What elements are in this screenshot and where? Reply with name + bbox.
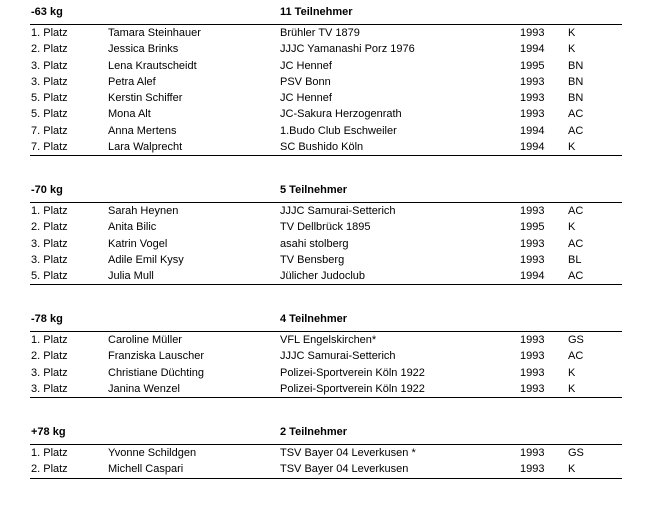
club: JJJC Samurai-Setterich: [280, 350, 396, 363]
weight-class-label: +78 kg: [31, 426, 66, 438]
club: JC Hennef: [280, 59, 332, 72]
section-header: [30, 422, 622, 445]
athlete-name: Julia Mull: [108, 270, 154, 283]
birth-year: 1993: [520, 205, 545, 217]
weight-class-label: -63 kg: [31, 6, 63, 18]
participant-count: 11 Teilnehmer: [280, 6, 353, 18]
result-row: [30, 90, 622, 106]
athlete-name: Christiane Düchting: [108, 366, 204, 379]
club: TV Bensberg: [280, 253, 345, 266]
birth-year: 1994: [520, 124, 545, 137]
birth-year: 1995: [520, 221, 545, 234]
results-list: [30, 25, 622, 156]
region: AC: [568, 270, 584, 283]
birth-year: 1993: [520, 350, 545, 363]
place: 2. Platz: [31, 221, 68, 234]
place: 5. Platz: [31, 270, 68, 283]
participant-count: 5 Teilnehmer: [280, 184, 348, 196]
result-row: [30, 381, 622, 397]
club: TSV Bayer 04 Leverkusen *: [280, 447, 416, 459]
result-row: [30, 219, 622, 235]
weight-class-section: [30, 309, 622, 398]
athlete-name: Lara Walprecht: [108, 141, 183, 154]
region: BN: [568, 75, 584, 88]
result-row: [30, 332, 622, 348]
club: JC Hennef: [280, 92, 332, 105]
birth-year: 1993: [520, 75, 545, 88]
place: 7. Platz: [31, 141, 68, 154]
region: K: [568, 141, 576, 154]
place: 3. Platz: [31, 253, 68, 266]
birth-year: 1993: [520, 463, 545, 476]
athlete-name: Yvonne Schildgen: [108, 447, 197, 459]
participant-count: 2 Teilnehmer: [280, 426, 348, 438]
region: AC: [568, 205, 584, 217]
birth-year: 1993: [520, 237, 545, 250]
region: AC: [568, 108, 584, 121]
birth-year: 1994: [520, 270, 545, 283]
region: K: [568, 463, 576, 476]
athlete-name: Lena Krautscheidt: [108, 59, 197, 72]
participant-count: 4 Teilnehmer: [280, 313, 348, 325]
region: K: [568, 221, 576, 234]
place: 5. Platz: [31, 92, 68, 105]
birth-year: 1994: [520, 43, 545, 56]
club: JJJC Yamanashi Porz 1976: [280, 43, 415, 56]
club: TSV Bayer 04 Leverkusen: [280, 463, 409, 476]
athlete-name: Anna Mertens: [108, 124, 177, 137]
place: 1. Platz: [31, 205, 68, 217]
results-list: [30, 445, 622, 479]
result-row: [30, 236, 622, 252]
region: AC: [568, 124, 584, 137]
weight-class-label: -78 kg: [31, 313, 63, 325]
result-row: [30, 139, 622, 155]
club: Brühler TV 1879: [280, 27, 360, 39]
birth-year: 1995: [520, 59, 545, 72]
athlete-name: Tamara Steinhauer: [108, 27, 201, 39]
athlete-name: Sarah Heynen: [108, 205, 179, 217]
result-row: [30, 58, 622, 74]
place: 3. Platz: [31, 237, 68, 250]
region: K: [568, 366, 576, 379]
birth-year: 1993: [520, 92, 545, 105]
result-row: [30, 348, 622, 364]
result-row: [30, 106, 622, 122]
place: 1. Platz: [31, 334, 68, 346]
weight-class-section: [30, 180, 622, 285]
result-row: [30, 365, 622, 381]
place: 5. Platz: [31, 108, 68, 121]
athlete-name: Jessica Brinks: [108, 43, 179, 56]
place: 2. Platz: [31, 43, 68, 56]
result-row: [30, 461, 622, 477]
region: K: [568, 382, 576, 395]
result-row: [30, 252, 622, 268]
result-row: [30, 41, 622, 57]
weight-class-label: -70 kg: [31, 184, 63, 196]
place: 3. Platz: [31, 382, 68, 395]
athlete-name: Anita Bilic: [108, 221, 157, 234]
place: 3. Platz: [31, 366, 68, 379]
athlete-name: Michell Caspari: [108, 463, 184, 476]
birth-year: 1993: [520, 366, 545, 379]
result-row: [30, 268, 622, 284]
birth-year: 1993: [520, 253, 545, 266]
athlete-name: Caroline Müller: [108, 334, 182, 346]
athlete-name: Mona Alt: [108, 108, 151, 121]
club: VFL Engelskirchen*: [280, 334, 377, 346]
place: 3. Platz: [31, 75, 68, 88]
region: GS: [568, 447, 584, 459]
birth-year: 1993: [520, 382, 545, 395]
club: Polizei-Sportverein Köln 1922: [280, 366, 425, 379]
region: BN: [568, 59, 584, 72]
place: 1. Platz: [31, 27, 68, 39]
club: asahi stolberg: [280, 237, 349, 250]
results-list: [30, 203, 622, 285]
section-header: [30, 2, 622, 25]
athlete-name: Franziska Lauscher: [108, 350, 204, 363]
place: 3. Platz: [31, 59, 68, 72]
athlete-name: Petra Alef: [108, 75, 156, 88]
region: BL: [568, 253, 582, 266]
result-row: [30, 123, 622, 139]
place: 2. Platz: [31, 350, 68, 363]
weight-class-section: [30, 2, 622, 156]
region: K: [568, 27, 576, 39]
athlete-name: Adile Emil Kysy: [108, 253, 184, 266]
club: PSV Bonn: [280, 75, 331, 88]
weight-class-section: [30, 422, 622, 479]
birth-year: 1993: [520, 108, 545, 121]
club: TV Dellbrück 1895: [280, 221, 371, 234]
region: K: [568, 43, 576, 56]
club: 1.Budo Club Eschweiler: [280, 124, 397, 137]
place: 1. Platz: [31, 447, 68, 459]
athlete-name: Katrin Vogel: [108, 237, 168, 250]
club: Polizei-Sportverein Köln 1922: [280, 382, 425, 395]
section-header: [30, 180, 622, 203]
birth-year: 1993: [520, 447, 545, 459]
region: GS: [568, 334, 584, 346]
birth-year: 1993: [520, 27, 545, 39]
birth-year: 1993: [520, 334, 545, 346]
place: 2. Platz: [31, 463, 68, 476]
result-row: [30, 445, 622, 461]
results-list: [30, 332, 622, 398]
place: 7. Platz: [31, 124, 68, 137]
result-row: [30, 25, 622, 41]
region: AC: [568, 350, 584, 363]
region: BN: [568, 92, 584, 105]
result-row: [30, 203, 622, 219]
result-row: [30, 74, 622, 90]
region: AC: [568, 237, 584, 250]
athlete-name: Janina Wenzel: [108, 382, 180, 395]
club: SC Bushido Köln: [280, 141, 364, 154]
club: JJJC Samurai-Setterich: [280, 205, 396, 217]
club: Jülicher Judoclub: [280, 270, 365, 283]
birth-year: 1994: [520, 141, 545, 154]
athlete-name: Kerstin Schiffer: [108, 92, 183, 105]
section-header: [30, 309, 622, 332]
club: JC-Sakura Herzogenrath: [280, 108, 402, 121]
